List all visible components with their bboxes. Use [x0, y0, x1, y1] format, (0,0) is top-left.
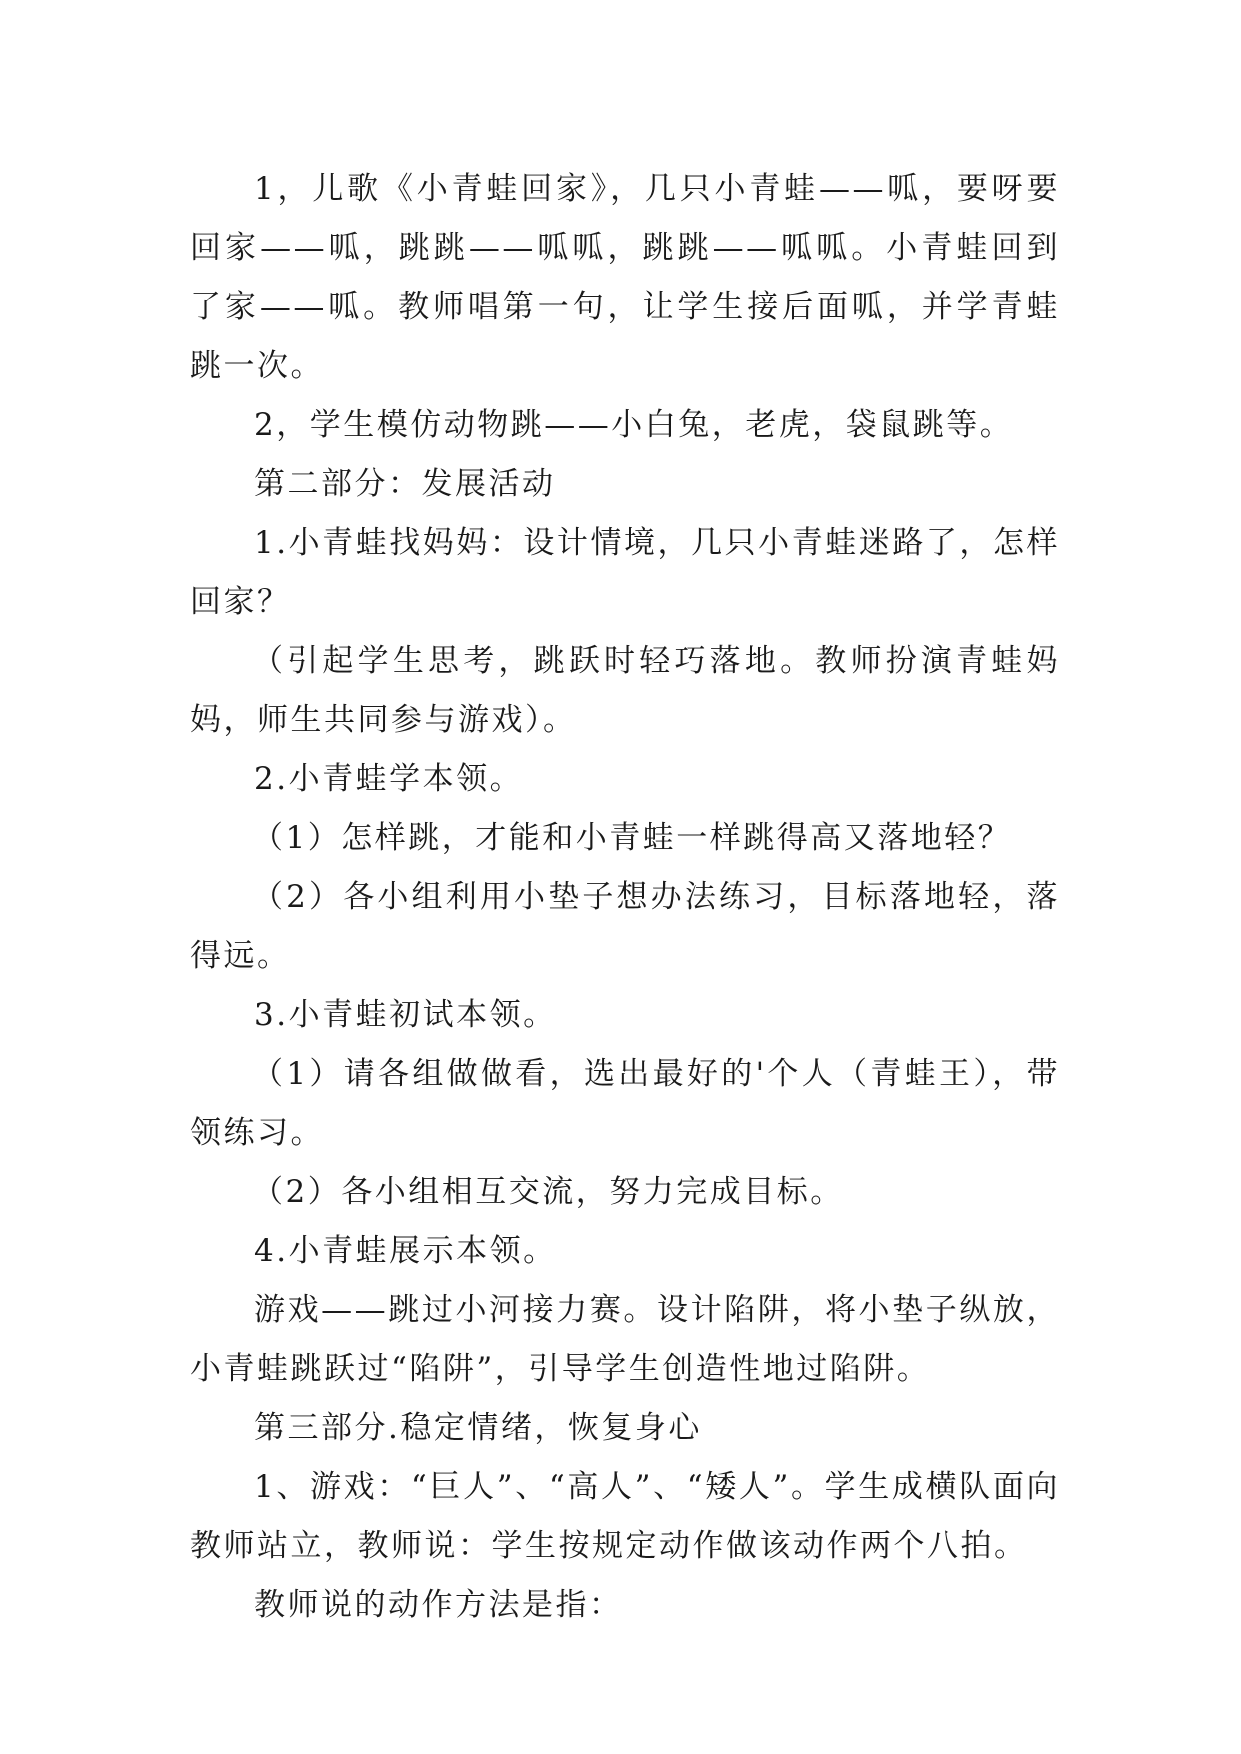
- paragraph-try-skills-1: （1）请各组做做看，选出最好的'个人（青蛙王），带领练习。: [190, 1056, 1060, 1151]
- paragraph-learn-skills-2: （2）各小组利用小垫子想办法练习，目标落地轻，落得远。: [190, 879, 1060, 974]
- document-body: [190, 160, 1060, 1635]
- paragraph-find-mother-note: （引起学生思考，跳跃时轻巧落地。教师扮演青蛙妈妈，师生共同参与游戏）。: [190, 643, 1060, 738]
- paragraph-action-method: 教师说的动作方法是指：: [254, 1587, 623, 1623]
- paragraph-relay-game: 游戏——跳过小河接力赛。设计陷阱，将小垫子纵放，小青蛙跳跃过“陷阱”，引导学生创造性地过陷阱。: [190, 1292, 1060, 1387]
- paragraph-learn-skills-1: （1）怎样跳，才能和小青蛙一样跳得高又落地轻？: [252, 820, 1012, 856]
- paragraph-try-skills: 3.小青蛙初试本领。: [254, 997, 557, 1033]
- paragraph-imitate-animals: 2，学生模仿动物跳——小白兔，老虎，袋鼠跳等。: [254, 407, 1014, 443]
- paragraph-learn-skills: 2.小青蛙学本领。: [254, 761, 524, 797]
- paragraph-song: 1，儿歌《小青蛙回家》，几只小青蛙——呱，要呀要回家——呱，跳跳——呱呱，跳跳——呱呱。小青蛙回到了家——呱。教师唱第一句，让学生接后面呱，并学青蛙跳一次。: [190, 171, 1060, 384]
- paragraph-show-skills: 4.小青蛙展示本领。: [254, 1233, 557, 1269]
- section-heading-part-two: 第二部分：发展活动: [254, 466, 556, 502]
- paragraph-giant-game: 1、游戏：“巨人”、“高人”、“矮人”。学生成横队面向教师站立，教师说：学生按规定动作做该动作两个八拍。: [190, 1469, 1060, 1564]
- section-heading-part-three: 第三部分.稳定情绪，恢复身心: [254, 1410, 702, 1446]
- paragraph-try-skills-2: （2）各小组相互交流，努力完成目标。: [252, 1174, 844, 1210]
- paragraph-find-mother: 1.小青蛙找妈妈：设计情境，几只小青蛙迷路了，怎样回家？: [190, 525, 1060, 620]
